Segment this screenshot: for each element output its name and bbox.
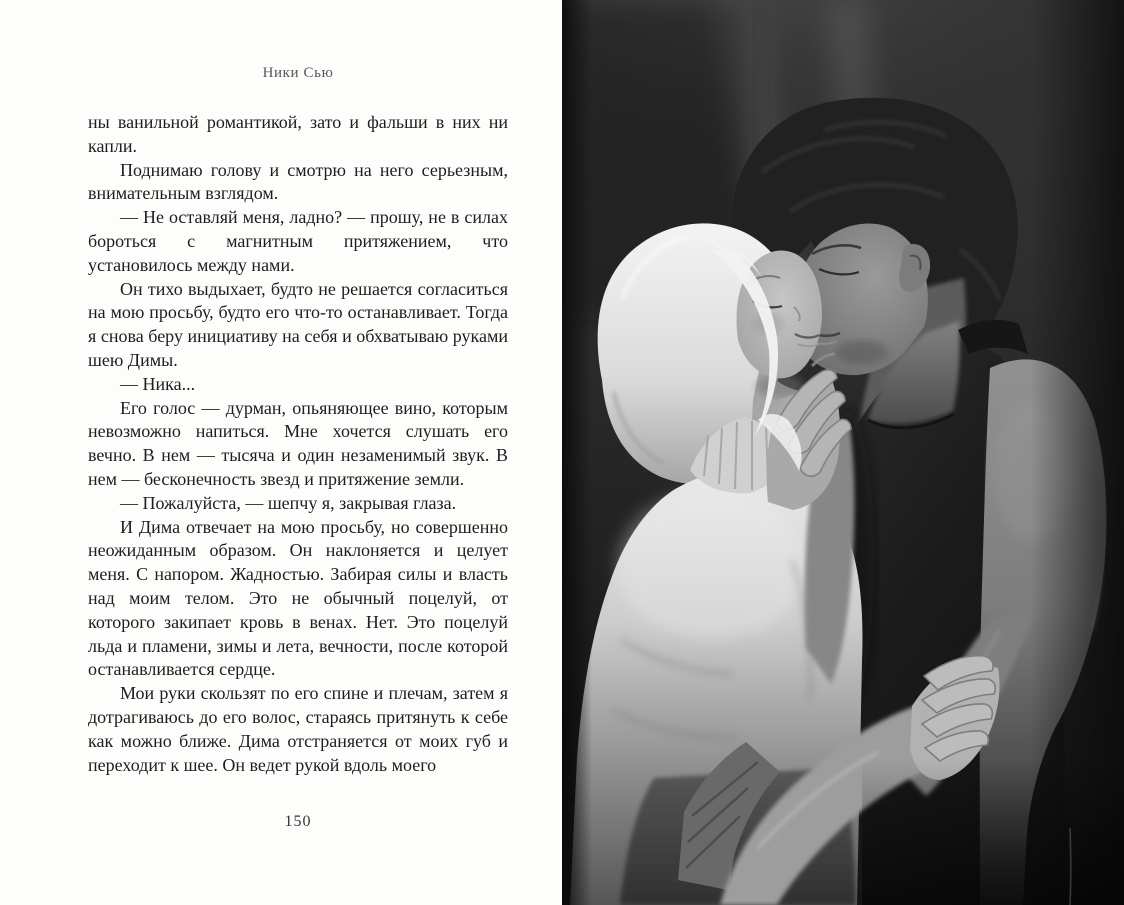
paragraph: Его голос — дурман, опьяняющее вино, которым невозможно напиться. Мне хочется слушать его вечно. В нем — тысяча и один незаменимый звук. В нем — бесконечность звезд и притяжение земли. [88,397,508,489]
paragraph: — Не оставляй меня, ладно? — прошу, не в силах бороться с магнитным притяжением, что установилось между нами. [88,207,508,275]
paragraph: — Ника... [120,373,196,394]
paragraph: Мои руки скользят по его спине и плечам, затем я дотрагиваюсь до его волос, стараясь притянуть к себе как можно ближе. Дима отстраняется от моих губ и переходит к шее. Он ведет рукой вдоль моего [88,683,508,775]
book-illustration [562,0,1124,905]
page-number: 150 [284,813,312,830]
paragraph: И Дима отвечает на мою просьбу, но совершенно неожиданным образом. Он наклоняется и целует меня. С напором. Жадностью. Забирая силы и власть над моим телом. Это не обычный поцелуй, от которого закипает кровь в венах. Нет. Это поцелуй льда и пламени, зимы и лета, вечности, после которой останавливается сердце. [88,516,508,680]
running-header: Ники Сью [262,65,334,81]
illustration-pane [562,0,1124,905]
paragraph: — Пожалуйста, — шепчу я, закрывая глаза. [120,492,457,513]
paragraph: ны ванильной романтикой, зато и фальши в них ни капли. [88,112,508,156]
paragraph: Поднимаю голову и смотрю на него серьезным, внимательным взглядом. [88,159,508,204]
paragraph: Он тихо выдыхает, будто не решается согласиться на мою просьбу, будто его что-то останавливает. Тогда я снова беру инициативу на себя и обхватываю руками шею Димы. [88,278,508,370]
body-text [88,111,508,777]
